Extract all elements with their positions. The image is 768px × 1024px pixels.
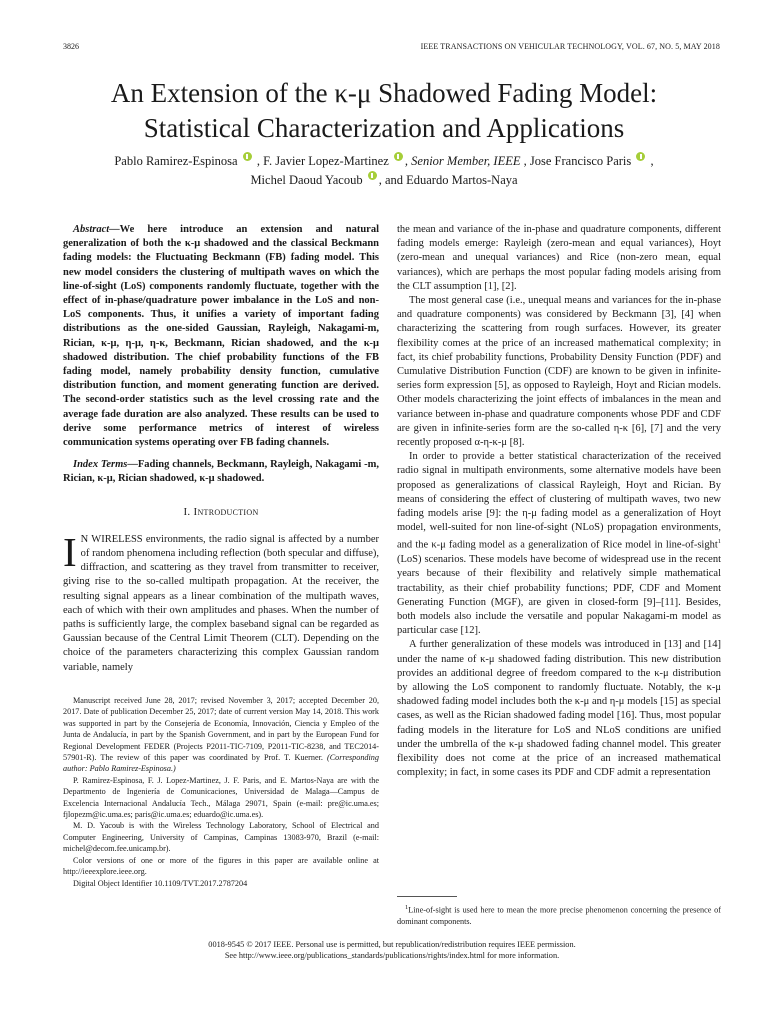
- affiliation-note: M. D. Yacoub is with the Wireless Technology Laboratory, School of Electrical and Computer Engineering, University of Campinas, Campinas 13083-970, Brazil (e-mail: michel@decom.fee.unicamp.br).: [63, 821, 379, 854]
- footnote-rule: [397, 896, 457, 897]
- first-page-footnotes: [63, 695, 379, 889]
- author-list: [70, 152, 698, 190]
- body-paragraph: A further generalization of these models was introduced in [13] and [14] under the name of κ-μ shadowed fading distribution. This new distribution provides an additional degree of freedom compared to the κ-μ distribution by allowing the LoS component to randomly fluctuate. Notably, the κ-μ shadowed fading model includes both the κ-μ and η-μ models [15] as special cases, as well as the Rician shadowed fading model [16]. Thus, most popular fading models in the literature for LoS and NLoS conditions are unified under the umbrella of the κ-μ shadowed fading channel model. This greater flexibility does not come at the price of an increased mathematical complexity; in fact, in some cases its PDF and CDF admit a representation: [397, 639, 721, 779]
- author-name: , Jose Francisco Paris: [523, 154, 632, 168]
- footnote: [397, 902, 721, 927]
- footnote-text: [397, 902, 721, 927]
- author-name: Pablo Ramirez-Espinosa: [114, 154, 238, 168]
- right-column: [397, 223, 721, 780]
- footnote-body: Line-of-sight is used here to mean the more precise phenomenon concerning the presence of dominant components.: [397, 905, 721, 926]
- orcid-icon[interactable]: [368, 171, 377, 180]
- body-paragraph: The most general case (i.e., unequal means and variances for the in-phase and quadrature components) was considered by Beckmann [3], [4] when characterizing the scattering from rough surfaces. However, its greater flexibility comes at the price of an increased mathematical complexity; in fact, its chief probability functions, Probability Density Function (PDF) and Cumulative Distribution Function (CDF) are known to be given in infinite-series form expression [5], as opposed to Rayleigh, Hoyt and Rician models. Other models characterizing the joint effects of imbalances in the mean and variance between in-phase and quadrature components whose PDF and CDF are given in infinite-series form are the so-called η-κ [6], [7] and the very recently proposed α-η-κ-μ [8].: [397, 295, 721, 449]
- abstract-label: Abstract: [73, 224, 110, 235]
- index-terms: [63, 458, 379, 486]
- rights-link[interactable]: See http://www.ieee.org/publications_standards/publications/rights/index.html for more information.: [224, 951, 560, 960]
- author-name: Michel Daoud Yacoub: [250, 173, 363, 187]
- color-note: Color versions of one or more of the figures in this paper are available online at http://ieeexplore.ieee.org.: [63, 855, 379, 877]
- body-paragraph: [397, 450, 721, 638]
- body-text: In order to provide a better statistical characterization of the received radio signal in multipath environments, some alternative models have been proposed as generalizations of classical Rayleigh, Hoyt and Rician. By means of considering the effect of clustering of multipath waves, two new fading models arise [9]: the η-μ fading model as a generalization of Hoyt model, well-suited for non line-of-sight (NLoS) propagation environments, and the κ-μ fading model as a generalization of Rice model in line-of-sight: [397, 451, 721, 551]
- section-heading: I. Introduction: [183, 505, 259, 518]
- intro-paragraph: [63, 528, 379, 675]
- orcid-icon[interactable]: [394, 152, 403, 161]
- corresponding-author: (Corresponding author: Pablo Ramirez-Espinosa.): [63, 753, 379, 774]
- footnote-marker[interactable]: 1: [717, 538, 721, 546]
- body-text: (LoS) scenarios. These models have become of widespread use in the recent years because of their flexibility and relatively simple mathematical tractability, as their chief probability functions; PDF, CDF and Moment Generating Function (MGF), are given in closed-form [9]–[11]. Besides, both models also include the versatile and popular Nakagami-m model as particular case [12].: [397, 554, 721, 637]
- running-head: IEEE TRANSACTIONS ON VEHICULAR TECHNOLOGY, VOL. 67, NO. 5, MAY 2018: [420, 42, 720, 51]
- index-terms-text: —Fading channels, Beckmann, Rayleigh, Nakagami -m, Rician, κ-μ, Rician shadowed, κ-μ shadowed.: [63, 459, 379, 485]
- abstract-text: —We here introduce an extension and natural generalization of both the κ-μ shadowed and the classical Beckmann fading models: the Fluctuating Beckmann (FB) fading model. This new model considers the clustering of multipath waves on which the line-of-sight (LoS) components randomly fluctuate, together with the effect of in-phase/quadrature power imbalance in the LoS and non-LoS components. Thus, it unifies a variety of important fading distributions as the one-sided Gaussian, Rayleigh, Nakagami-m, Rician, κ-μ, η-μ, η-κ, Beckmann, Rician shadowed, and the κ-μ shadowed distribution. The chief probability functions of the FB fading model, namely probability density function, cumulative distribution function, and moment generating function are derived. The second-order statistics such as the level crossing rate and the average fade duration are also analyzed. These results can be used to derive some performance metrics of interest of wireless communication systems operating over FB fading channels.: [63, 224, 379, 449]
- page-number: 3826: [63, 42, 79, 51]
- copyright-notice: [63, 939, 721, 961]
- author-separator: ,: [647, 154, 654, 168]
- paper-title: [30, 76, 738, 146]
- doi-note: Digital Object Identifier 10.1109/TVT.2017.2787204: [73, 878, 248, 888]
- orcid-icon[interactable]: [243, 152, 252, 161]
- copyright-line: 0018-9545 © 2017 IEEE. Personal use is permitted, but republication/redistribution requires IEEE permission.: [208, 940, 576, 949]
- abstract: [63, 223, 379, 450]
- author-name: , and Eduardo Martos-Naya: [378, 173, 518, 187]
- author-name: , F. Javier Lopez-Martinez: [256, 154, 389, 168]
- affiliation-note: P. Ramirez-Espinosa, F. J. Lopez-Martinez, J. F. Paris, and E. Martos-Naya are with the Departmento de Ingeniería de Comunicaciones, Universidad de Malaga—Campus de Excelencia Internacional Andalucía Tech., Málaga 29071, Spain (e-mail: pre@ic.uma.es; fjlopezm@ic.uma.es; paris@ic.uma.es; eduardo@ic.uma.es).: [63, 775, 379, 820]
- intro-text: N WIRELESS environments, the radio signal is affected by a number of random phenomena including reflection (both specular and diffuse), diffraction, and scattering as they travel from transmitter to receiver, giving rise to the so-called multipath propagation. At the receiver, the resulting signal appears as a linear combination of the multipath waves, each of which with their own amplitudes and phases. When the number of paths is sufficiently large, the complex baseband signal can be regarded as Gaussian because of the Central Limit Theorem (CLT). Depending on the choice of the parameters characterizing this complex Gaussian random variable, namely: [63, 533, 379, 673]
- orcid-icon[interactable]: [636, 152, 645, 161]
- title-line-2: Statistical Characterization and Applications: [143, 113, 625, 143]
- body-paragraph: the mean and variance of the in-phase and quadrature components, different fading models emerge: Rayleigh (zero-mean and equal variances), Hoyt (zero-mean and unequal variances) and Rice (non-zero mean, equal variances), which are perhaps the most popular fading models arising from the CLT assumption [1], [2].: [397, 224, 721, 292]
- drop-cap: I: [63, 528, 77, 575]
- title-line-1: An Extension of the κ-μ Shadowed Fading Model:: [110, 78, 658, 108]
- manuscript-text: Manuscript received June 28, 2017; revised November 3, 2017; accepted December 20, 2017. Date of publication December 25, 2017; date of current version May 14, 2018. This work was supported in part by the Consejería de Economía, Innovación, Ciencia y Empleo of the Junta de Andalucía, in part by the Spanish Government, and in part by the European Fund for Regional Development FEDER (Projects P2011-TIC-7109, P2011-TIC-8238, and TEC2014-57901-R). The review of this paper was coordinated by Prof. T. Kuerner.: [63, 696, 379, 763]
- manuscript-note: [63, 695, 379, 775]
- footnote-mark: 1: [405, 904, 409, 911]
- left-column: [63, 223, 379, 675]
- index-terms-label: Index Terms: [73, 459, 128, 471]
- author-role: , Senior Member, IEEE: [404, 154, 521, 168]
